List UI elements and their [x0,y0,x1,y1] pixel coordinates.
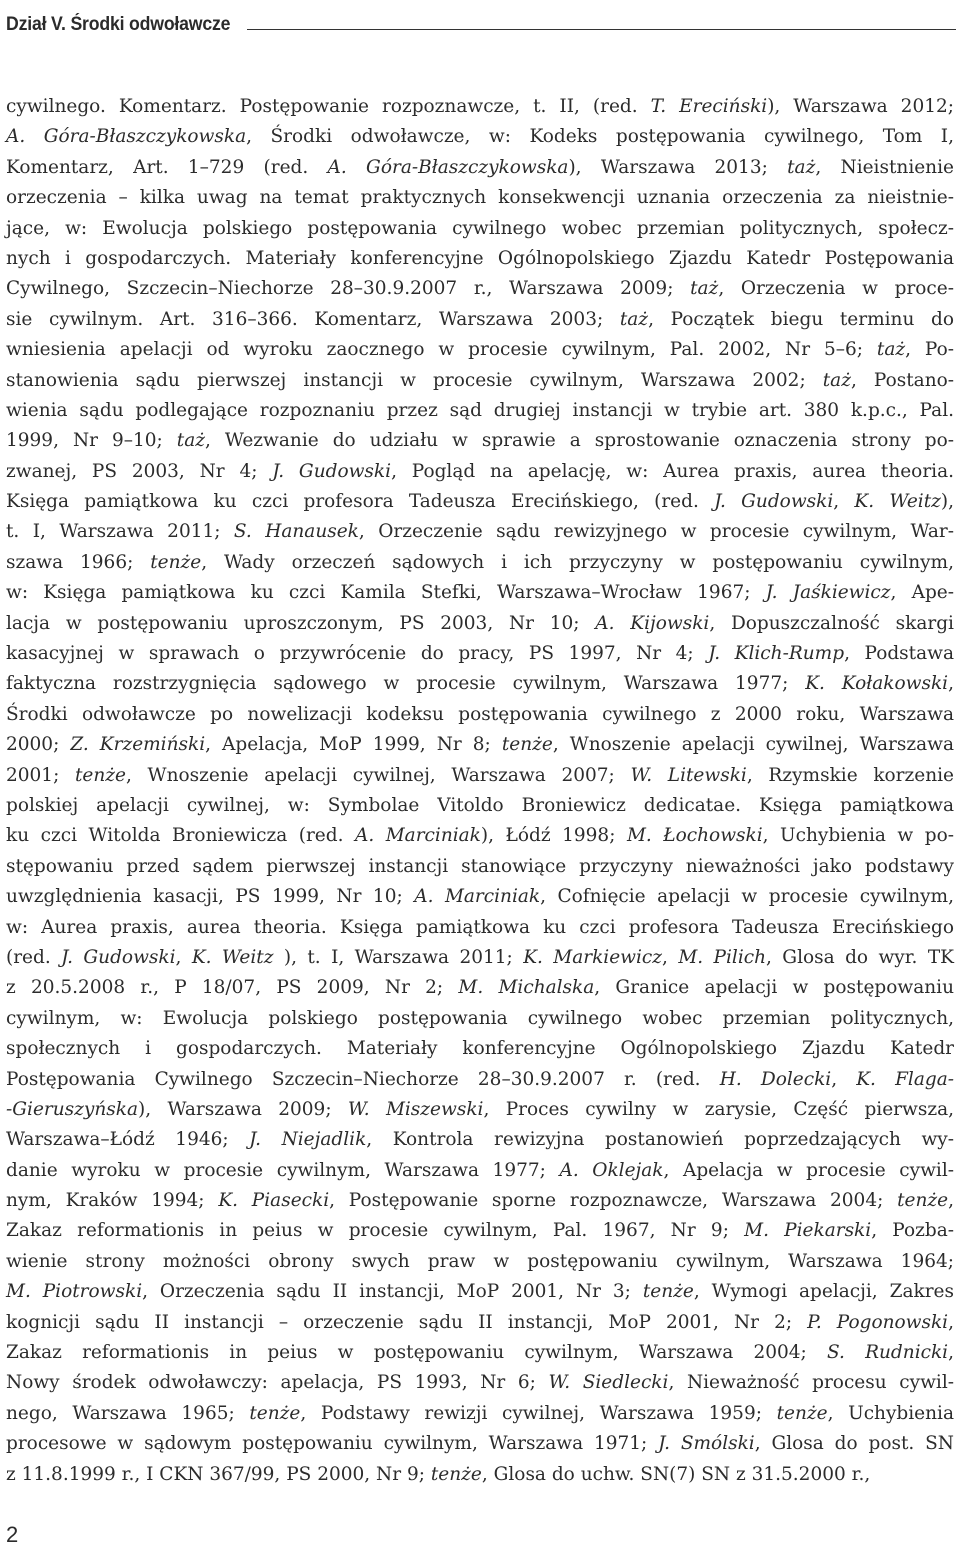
text-line [6,426,954,456]
text-run: Środki odwoławcze po nowelizacji kodeksu postępowania cywilnego z 2000 roku, Warszawa [6,703,954,725]
text-run: , Pogląd na apelację, w: Aurea praxis, aurea theoria. [391,460,954,482]
text-run: , Wnoszenie apelacji cywilnej, Warszawa 2007; [126,764,631,786]
italic-author-name: H. Dolecki [719,1068,832,1090]
italic-author-name: A. Oklejak [559,1159,664,1181]
italic-author-name: K. Markiewicz [523,946,663,968]
text-run: , [948,1342,954,1364]
italic-author-name: tenże [150,551,202,573]
text-line [6,639,954,669]
text-run: , Ape- [890,582,954,604]
text-run: , Orzeczenie sądu rewizyjnego w procesie cywilnym, War- [358,521,954,543]
text-run: 2001; [6,764,75,786]
italic-author-name: tenże [501,734,553,756]
text-run: wienia sądu podlegające rozpoznaniu przez sąd drugiej instancji w trybie art. 380 k.p.c., Pal. [6,399,954,421]
text-line [6,214,954,244]
italic-author-name: M. Michalska [458,977,595,999]
text-run: nych i gospodarczych. Materiały konferencyjne Ogólnopolskiego Zjazdu Katedr Postępowania [6,247,954,269]
text-run: , Postano- [850,369,955,391]
italic-author-name: J. Gudowski [714,491,834,513]
text-run: , Podstawa [844,643,955,665]
text-line [6,578,954,608]
italic-author-name: J. Gudowski [61,946,176,968]
text-run: polskiej apelacji cywilnej, w: Symbolae Vitoldo Broniewicz dedicatae. Księga pamiątkowa [6,794,954,816]
text-run: , Uchybienia w po- [762,825,955,847]
italic-author-name: taż [822,369,851,391]
text-run: , Podstawy rewizji cywilnej, Warszawa 1959; [300,1402,777,1424]
text-line [6,1186,954,1216]
text-run: Zakaz reformationis in peius w postępowaniu cywilnym, Warszawa 2004; [6,1342,827,1364]
text-run: (red. [6,946,62,968]
text-run: w: Aurea praxis, aurea theoria. Księga pamiątkowa ku czci profesora Tadeusza Erecińskiego [6,916,954,938]
text-run: faktyczna rozstrzygnięcia sądowego w procesie cywilnym, Warszawa 1977; [6,673,806,695]
text-run: sie cywilnym. Art. 316–366. Komentarz, Warszawa 2003; [6,308,620,330]
text-line [6,1429,954,1459]
text-line [6,1247,954,1277]
text-run: , Wezwanie do udziału w sprawie a sprostowanie oznaczenia strony po- [204,430,954,452]
text-line [6,1065,954,1095]
text-line [6,882,954,912]
text-line [6,244,954,274]
italic-author-name: J. Niejadlik [249,1129,367,1151]
text-run: , [175,946,192,968]
text-run: , Wnoszenie apelacji cywilnej, Warszawa [552,734,954,756]
text-line [6,730,954,760]
text-line [6,913,954,943]
text-run: , Dopuszczalność skargi [709,612,954,634]
italic-author-name: K. Piasecki [218,1190,330,1212]
text-line [6,487,954,517]
italic-author-name: taż [176,430,205,452]
text-line [6,669,954,699]
text-run: orzeczenia – kilka uwag na temat praktycznych konsekwencji uznania orzeczenia za nieistnie- [6,187,954,209]
text-line [6,943,954,973]
italic-author-name: -Gieruszyńska [6,1098,138,1120]
text-run: ), Warszawa 2013; [568,156,788,178]
text-run: stępowaniu przed sądem pierwszej instancji stanowiące przyczyny nieważności jako podstawy [6,855,954,877]
text-run: , [948,1190,955,1212]
text-run: ku czci Witolda Broniewicza (red. [6,825,355,847]
text-line [6,1156,954,1186]
italic-author-name: A. Marciniak [354,825,481,847]
text-line [6,92,954,122]
text-run: , Nieważność procesu cywil- [668,1372,954,1394]
text-run: z 20.5.2008 r., P 18/07, PS 2009, Nr 2; [6,977,459,999]
text-run: ), [940,491,954,513]
text-run: , [833,491,855,513]
italic-author-name: M. Piekarski [744,1220,872,1242]
text-run: , Pozba- [871,1220,954,1242]
italic-author-name: tenże [776,1402,828,1424]
text-run: , Uchybienia [827,1402,954,1424]
text-line [6,1399,954,1429]
text-run: społecznych i gospodarczych. Materiały konferencyjne Ogólnopolskiego Zjazdu Katedr [6,1038,954,1060]
text-run: Komentarz, Art. 1–729 (red. [6,156,328,178]
text-run: , Kontrola rewizyjna postanowień poprzedzających wy- [366,1129,954,1151]
italic-author-name: W. Siedlecki [548,1372,669,1394]
text-run: ), Warszawa 2009; [138,1098,348,1120]
header-rule [247,29,956,30]
italic-author-name: T. Ereciński [650,96,768,117]
text-run: kasacyjnej w sprawach o przywrócenie do pracy, PS 1997, Nr 4; [6,643,709,665]
italic-author-name: K. Weitz [191,946,274,968]
text-run: t. I, Warszawa 2011; [6,521,234,543]
text-line [6,122,954,152]
italic-author-name: taż [876,339,906,361]
text-line [6,548,954,578]
text-line [6,852,954,882]
text-line [6,973,954,1003]
text-run: , [948,1311,954,1333]
text-line [6,821,954,851]
text-run: Zakaz reformationis in peius w procesie cywilnym, Pal. 1967, Nr 9; [6,1220,745,1242]
text-line [6,305,954,335]
text-line [6,1460,954,1490]
italic-author-name: M. Piotrowski [6,1281,143,1303]
italic-author-name: K. Weitz [854,491,941,513]
text-run: 1999, Nr 9–10; [6,430,177,452]
italic-author-name: taż [787,156,816,178]
text-run: , Początek biegu terminu do [648,308,954,330]
text-run: cywilnego. Komentarz. Postępowanie rozpoznawcze, t. II, (red. [6,96,651,117]
text-line [6,761,954,791]
italic-author-name: tenże [249,1402,301,1424]
text-line [6,274,954,304]
text-run: , Apelacja w procesie cywil- [663,1159,954,1181]
text-run: Księga pamiątkowa ku czci profesora Tadeusza Erecińskiego, (red. [6,491,715,513]
text-run: ), t. I, Warszawa 2011; [273,946,524,968]
italic-author-name: tenże [75,764,126,786]
text-run: cywilnym, w: Ewolucja polskiego postępowania cywilnego wobec przemian politycznych, [6,1007,954,1029]
text-run: z 11.8.1999 r., I CKN 367/99, PS 2000, Nr 9; [6,1463,431,1485]
text-line [6,1216,954,1246]
text-run: uwzględnienia kasacji, PS 1999, Nr 10; [6,886,415,908]
italic-author-name: M. Pilich [678,946,767,968]
text-line [6,1308,954,1338]
text-line [6,396,954,426]
text-line [6,1277,954,1307]
text-run: , Glosa do post. SN [754,1433,954,1455]
italic-author-name: S. Hanausek [233,521,359,543]
italic-author-name: tenże [642,1281,694,1303]
text-line [6,1338,954,1368]
italic-author-name: A. Kijowski [595,612,710,634]
text-run: wienie strony możności obrony swych praw w postępowaniu cywilnym, Warszawa 1964; [6,1250,954,1272]
text-run: wniesienia apelacji od wyroku zaocznego w procesie cywilnym, Pal. 2002, Nr 5–6; [6,339,877,361]
text-run: , Apelacja, MoP 1999, Nr 8; [205,734,502,756]
text-line [6,1004,954,1034]
running-header [6,6,956,36]
text-line [6,183,954,213]
text-line [6,1125,954,1155]
page-number: 2 [6,1522,19,1547]
text-run: szawa 1966; [6,551,151,573]
italic-author-name: K. Kołakowski [805,673,949,695]
italic-author-name: W. Miszewski [347,1098,484,1120]
italic-author-name: tenże [897,1190,949,1212]
section-title: Dział V. Środki odwoławcze [6,14,231,35]
text-run: Postępowania Cywilnego Szczecin–Niechorze 28–30.9.2007 r. (red. [6,1068,720,1090]
italic-author-name: A. Marciniak [414,886,541,908]
text-run: nym, Kraków 1994; [6,1190,219,1212]
text-run: procesowe w sądowym postępowaniu cywilnym, Warszawa 1971; [6,1433,659,1455]
text-run: , Proces cywilny w zarysie, Część pierwsza, [483,1098,954,1120]
text-line [6,517,954,547]
text-run: lacja w postępowaniu uproszczonym, PS 2003, Nr 10; [6,612,596,634]
text-line [6,609,954,639]
text-run: ), Łódź 1998; [480,825,627,847]
italic-author-name: A. Góra-Błaszczykowska [6,126,247,148]
text-line [6,153,954,183]
italic-author-name: taż [690,278,719,300]
italic-author-name: Z. Krzemiński [70,734,206,756]
italic-author-name: W. Litewski [630,764,747,786]
text-run: danie wyroku w procesie cywilnym, Warszawa 1977; [6,1159,560,1181]
text-run: 2000; [6,734,71,756]
text-run: , Glosa do uchw. SN(7) SN z 31.5.2000 r., [481,1463,871,1485]
text-line [6,335,954,365]
text-run: , [662,946,679,968]
text-run: , Rzymskie korzenie [746,764,954,786]
text-run: , Orzeczenia w proce- [718,278,954,300]
text-run: , Nieistnienie [815,156,954,178]
text-run: , Wady orzeczeń sądowych i ich przyczyny w postępowaniu cywilnym, [201,551,954,573]
text-run: , Glosa do wyr. TK [766,946,954,968]
italic-author-name: M. Łochowski [626,825,763,847]
text-run: , [831,1068,857,1090]
text-run: stanowienia sądu pierwszej instancji w procesie cywilnym, Warszawa 2002; [6,369,823,391]
text-run: ), Warszawa 2012; [767,96,954,117]
text-run: zwanej, PS 2003, Nr 4; [6,460,273,482]
italic-author-name: A. Góra-Błaszczykowska [327,156,569,178]
text-run: , Postępowanie sporne rozpoznawcze, Warszawa 2004; [329,1190,898,1212]
bibliography-text [6,92,954,1490]
italic-author-name: K. Flaga- [856,1068,954,1090]
text-run: Warszawa–Łódź 1946; [6,1129,250,1151]
text-run: jące, w: Ewolucja polskiego postępowania cywilnego wobec przemian politycznych, społecz- [6,217,954,239]
italic-author-name: P. Pogonowski [807,1311,949,1333]
text-run: nego, Warszawa 1965; [6,1402,250,1424]
italic-author-name: J. Smólski [658,1433,755,1455]
text-run: w: Księga pamiątkowa ku czci Kamila Stefki, Warszawa–Wrocław 1967; [6,582,766,604]
italic-author-name: J. Jaśkiewicz [765,582,891,604]
text-line [6,1368,954,1398]
text-line [6,366,954,396]
text-line [6,457,954,487]
text-run: Nowy środek odwoławczy: apelacja, PS 1993, Nr 6; [6,1372,549,1394]
text-line [6,700,954,730]
text-run: , Wymogi apelacji, Zakres [693,1281,954,1303]
text-run: , [948,673,954,695]
italic-author-name: J. Klich-Rump [708,643,845,665]
text-run: , Cofnięcie apelacji w procesie cywilnym, [540,886,954,908]
italic-author-name: S. Rudnicki [826,1342,949,1364]
italic-author-name: taż [619,308,649,330]
text-run: , Orzeczenia sądu II instancji, MoP 2001, Nr 3; [142,1281,643,1303]
text-run: Cywilnego, Szczecin–Niechorze 28–30.9.2007 r., Warszawa 2009; [6,278,691,300]
text-run: , Środki odwoławcze, w: Kodeks postępowania cywilnego, Tom I, [246,126,954,148]
text-run: , Granice apelacji w postępowaniu [594,977,954,999]
text-line [6,1034,954,1064]
italic-author-name: tenże [430,1463,482,1485]
text-line [6,791,954,821]
text-line [6,1095,954,1125]
text-run: kognicji sądu II instancji – orzeczenie sądu II instancji, MoP 2001, Nr 2; [6,1311,808,1333]
text-run: , Po- [905,339,954,361]
italic-author-name: J. Gudowski [272,460,392,482]
